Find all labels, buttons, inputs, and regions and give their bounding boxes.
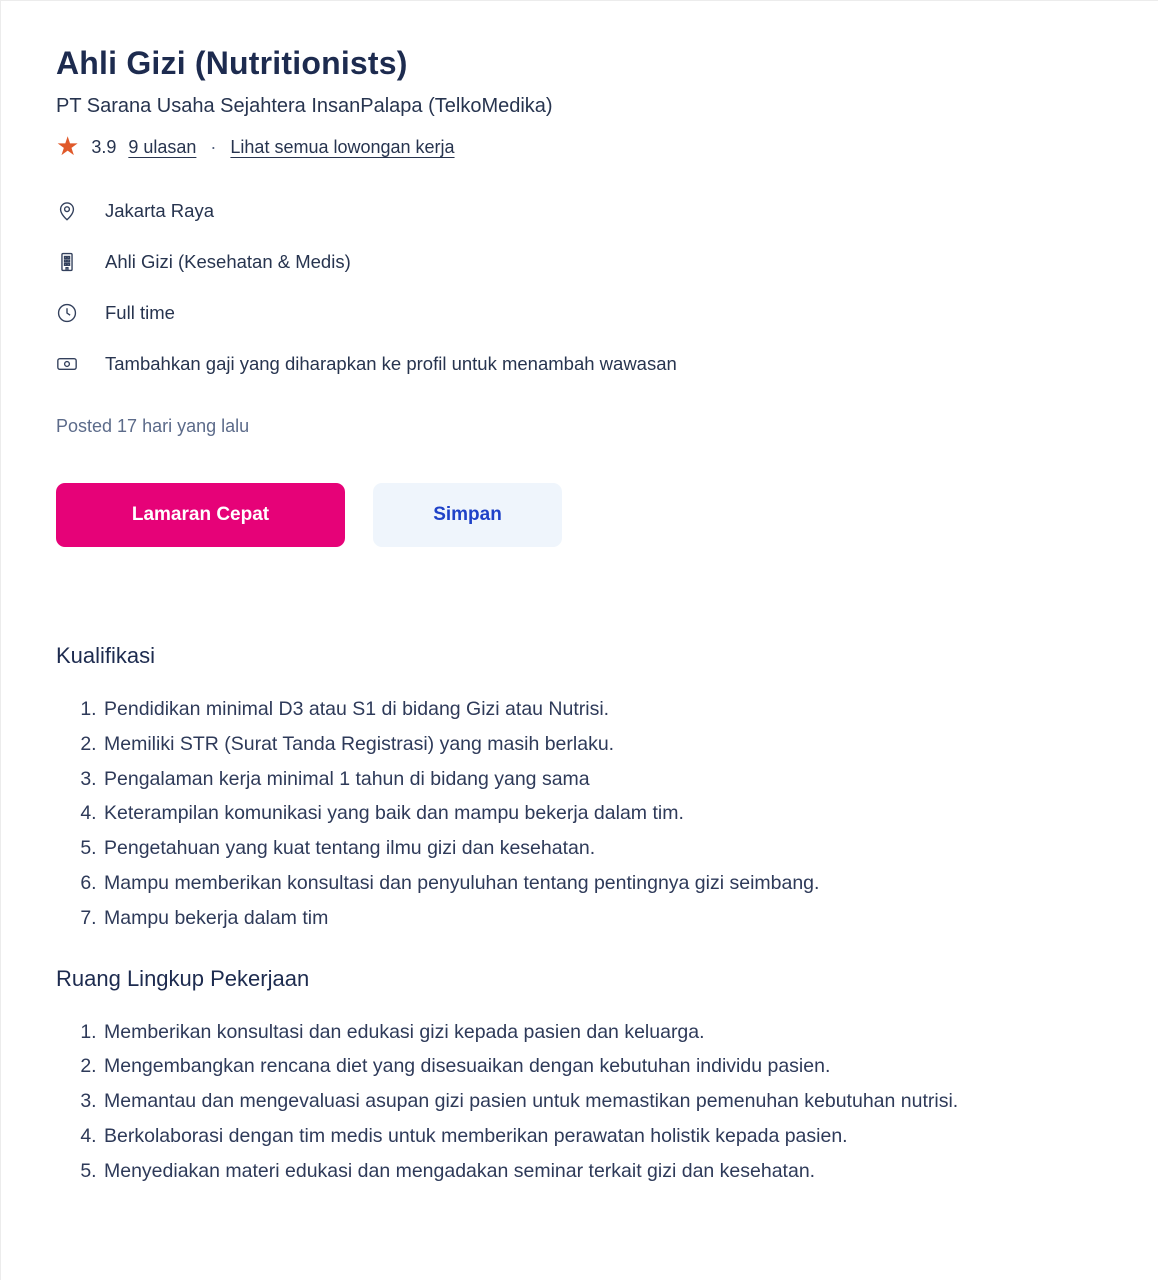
- list-item: 1. Pendidikan minimal D3 atau S1 di bidang Gizi atau Nutrisi.: [102, 692, 1091, 727]
- quick-apply-button[interactable]: Lamaran Cepat: [56, 483, 345, 547]
- list-item: 2. Memiliki STR (Surat Tanda Registrasi) yang masih berlaku.: [102, 727, 1091, 762]
- save-button[interactable]: Simpan: [373, 483, 562, 547]
- qualifications-list: [56, 692, 1091, 936]
- list-item: 7. Mampu bekerja dalam tim: [102, 901, 1091, 936]
- list-item: 3. Pengalaman kerja minimal 1 tahun di bidang yang sama: [102, 762, 1091, 797]
- rating-value: 3.9: [91, 136, 117, 157]
- job-detail-page: [1, 1, 1131, 1257]
- detail-row-category: [56, 251, 1091, 273]
- detail-row-location: [56, 200, 1091, 222]
- job-title: Ahli Gizi (Nutritionists): [56, 45, 408, 81]
- list-item: 1. Memberikan konsultasi dan edukasi gizi kepada pasien dan keluarga.: [102, 1015, 1091, 1050]
- list-item: 5. Menyediakan materi edukasi dan mengadakan seminar terkait gizi dan kesehatan.: [102, 1154, 1091, 1189]
- qualifications-section: [56, 643, 1091, 936]
- all-jobs-link[interactable]: Lihat semua lowongan kerja: [230, 136, 455, 157]
- detail-row-salary: [56, 353, 1091, 375]
- detail-worktype-text: Full time: [105, 302, 175, 323]
- job-scope-list: [56, 1015, 1091, 1189]
- posted-date: Posted 17 hari yang lalu: [56, 416, 250, 436]
- job-scope-heading: Ruang Lingkup Pekerjaan: [56, 965, 310, 991]
- company-name: PT Sarana Usaha Sejahtera InsanPalapa (TelkoMedika): [56, 95, 553, 117]
- job-scope-section: [56, 966, 1091, 1189]
- job-details-list: [56, 200, 1091, 375]
- dot-separator: ·: [210, 136, 217, 157]
- detail-salary-text: Tambahkan gaji yang diharapkan ke profil untuk menambah wawasan: [105, 353, 677, 374]
- list-item: 5. Pengetahuan yang kuat tentang ilmu gizi dan kesehatan.: [102, 831, 1091, 866]
- qualifications-heading: Kualifikasi: [56, 643, 156, 668]
- star-icon: ★: [56, 131, 80, 161]
- list-item: 6. Mampu memberikan konsultasi dan penyuluhan tentang pentingnya gizi seimbang.: [102, 866, 1091, 901]
- detail-category-text: Ahli Gizi (Kesehatan & Medis): [105, 251, 351, 272]
- action-buttons: [56, 483, 1091, 547]
- list-item: 2. Mengembangkan rencana diet yang disesuaikan dengan kebutuhan individu pasien.: [102, 1049, 1091, 1084]
- list-item: 4. Berkolaborasi dengan tim medis untuk memberikan perawatan holistik kepada pasien.: [102, 1119, 1091, 1154]
- detail-row-worktype: [56, 302, 1091, 324]
- banknote-icon: [56, 353, 78, 375]
- rating-row: [56, 131, 1091, 161]
- clock-icon: [56, 302, 78, 324]
- detail-location-text: Jakarta Raya: [105, 200, 214, 221]
- list-item: 3. Memantau dan mengevaluasi asupan gizi pasien untuk memastikan pemenuhan kebutuhan nutrisi.: [102, 1084, 1091, 1119]
- reviews-link[interactable]: 9 ulasan: [128, 136, 197, 157]
- list-item: 4. Keterampilan komunikasi yang baik dan mampu bekerja dalam tim.: [102, 796, 1091, 831]
- building-icon: [56, 251, 78, 273]
- location-pin-icon: [56, 200, 78, 222]
